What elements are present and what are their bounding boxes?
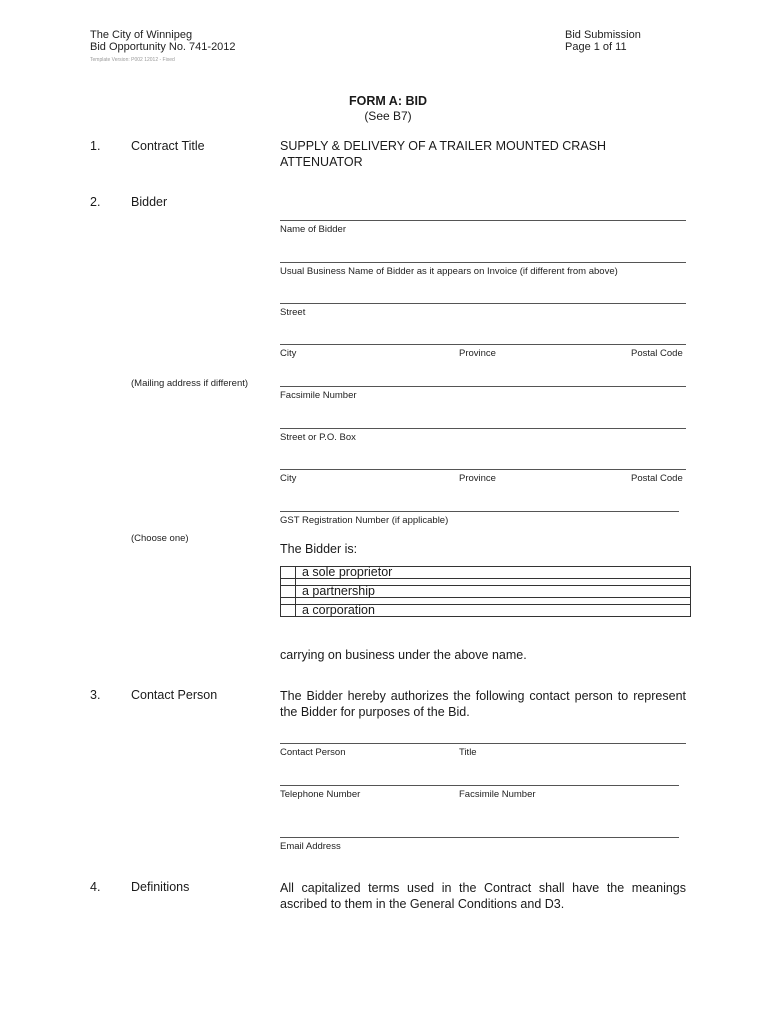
spacer-cell bbox=[281, 598, 296, 605]
name-of-bidder-line[interactable] bbox=[280, 220, 686, 221]
header-template-version: Template Version: P002 12012 - Fixed bbox=[90, 57, 175, 63]
header-city: The City of Winnipeg bbox=[90, 29, 193, 41]
telephone-number-caption: Telephone Number bbox=[280, 789, 361, 800]
mailing-postal-code-caption: Postal Code bbox=[631, 473, 683, 484]
bidder-type-row bbox=[281, 567, 691, 579]
section1-label: Contract Title bbox=[131, 139, 205, 153]
name-of-bidder-caption: Name of Bidder bbox=[280, 224, 347, 235]
header-bid-submission: Bid Submission bbox=[565, 29, 641, 41]
contact-person-title-line[interactable] bbox=[280, 743, 686, 744]
facsimile-number-caption: Facsimile Number bbox=[280, 390, 357, 401]
section2-label: Bidder bbox=[131, 195, 168, 209]
province-caption: Province bbox=[459, 348, 496, 359]
header-page-number: Page 1 of 11 bbox=[565, 41, 627, 53]
gst-caption: GST Registration Number (if applicable) bbox=[280, 515, 449, 526]
sole-proprietor-label: a sole proprietor bbox=[296, 567, 691, 579]
bidder-type-row bbox=[281, 605, 691, 617]
city-caption: City bbox=[280, 348, 297, 359]
form-subtitle: (See B7) bbox=[364, 109, 412, 123]
gst-line[interactable] bbox=[280, 511, 679, 512]
mailing-city-province-postal-line[interactable] bbox=[280, 469, 686, 470]
section4-number: 4. bbox=[90, 880, 101, 894]
mailing-province-caption: Province bbox=[459, 473, 496, 484]
section2-number: 2. bbox=[90, 195, 101, 209]
contract-title-line2: ATTENUATOR bbox=[280, 155, 363, 169]
street-po-box-line[interactable] bbox=[280, 428, 686, 429]
street-line[interactable] bbox=[280, 303, 686, 304]
facsimile-number-line[interactable] bbox=[280, 386, 686, 387]
form-title: FORM A: BID bbox=[349, 94, 427, 108]
street-caption: Street bbox=[280, 307, 306, 318]
contact-person-caption: Contact Person bbox=[280, 747, 346, 758]
sole-proprietor-checkbox[interactable] bbox=[281, 567, 296, 579]
section3-label: Contact Person bbox=[131, 688, 218, 702]
spacer-cell bbox=[281, 579, 296, 586]
carrying-on-business-text: carrying on business under the above name. bbox=[280, 648, 527, 662]
partnership-label: a partnership bbox=[296, 586, 691, 598]
header-bid-opportunity: Bid Opportunity No. 741-2012 bbox=[90, 41, 236, 53]
email-address-line[interactable] bbox=[280, 837, 679, 838]
corporation-label: a corporation bbox=[296, 605, 691, 617]
usual-business-name-line[interactable] bbox=[280, 262, 686, 263]
telephone-facsimile-line[interactable] bbox=[280, 785, 679, 786]
mailing-city-caption: City bbox=[280, 473, 297, 484]
contact-person-authorization-text: The Bidder hereby authorizes the following contact person to represent the Bidder for purposes of the Bid. bbox=[280, 689, 686, 719]
partnership-checkbox[interactable] bbox=[281, 586, 296, 598]
choose-one-note: (Choose one) bbox=[131, 533, 189, 544]
city-province-postal-line[interactable] bbox=[280, 344, 686, 345]
postal-code-caption: Postal Code bbox=[631, 348, 683, 359]
definitions-text: All capitalized terms used in the Contract shall have the meanings ascribed to them in the General Conditions and D3. bbox=[280, 881, 686, 911]
mailing-address-note: (Mailing address if different) bbox=[131, 378, 249, 389]
bidder-type-table bbox=[280, 566, 691, 617]
corporation-checkbox[interactable] bbox=[281, 605, 296, 617]
street-po-box-caption: Street or P.O. Box bbox=[280, 432, 356, 443]
bidder-is-label: The Bidder is: bbox=[280, 542, 358, 556]
section1-number: 1. bbox=[90, 139, 101, 153]
section3-number: 3. bbox=[90, 688, 101, 702]
title-caption: Title bbox=[459, 747, 477, 758]
bidder-type-row bbox=[281, 586, 691, 598]
contact-facsimile-caption: Facsimile Number bbox=[459, 789, 536, 800]
email-address-caption: Email Address bbox=[280, 841, 341, 852]
contract-title-line1: SUPPLY & DELIVERY OF A TRAILER MOUNTED CRASH bbox=[280, 139, 607, 153]
usual-business-name-caption: Usual Business Name of Bidder as it appears on Invoice (if different from above) bbox=[280, 266, 618, 277]
section4-label: Definitions bbox=[131, 880, 190, 894]
